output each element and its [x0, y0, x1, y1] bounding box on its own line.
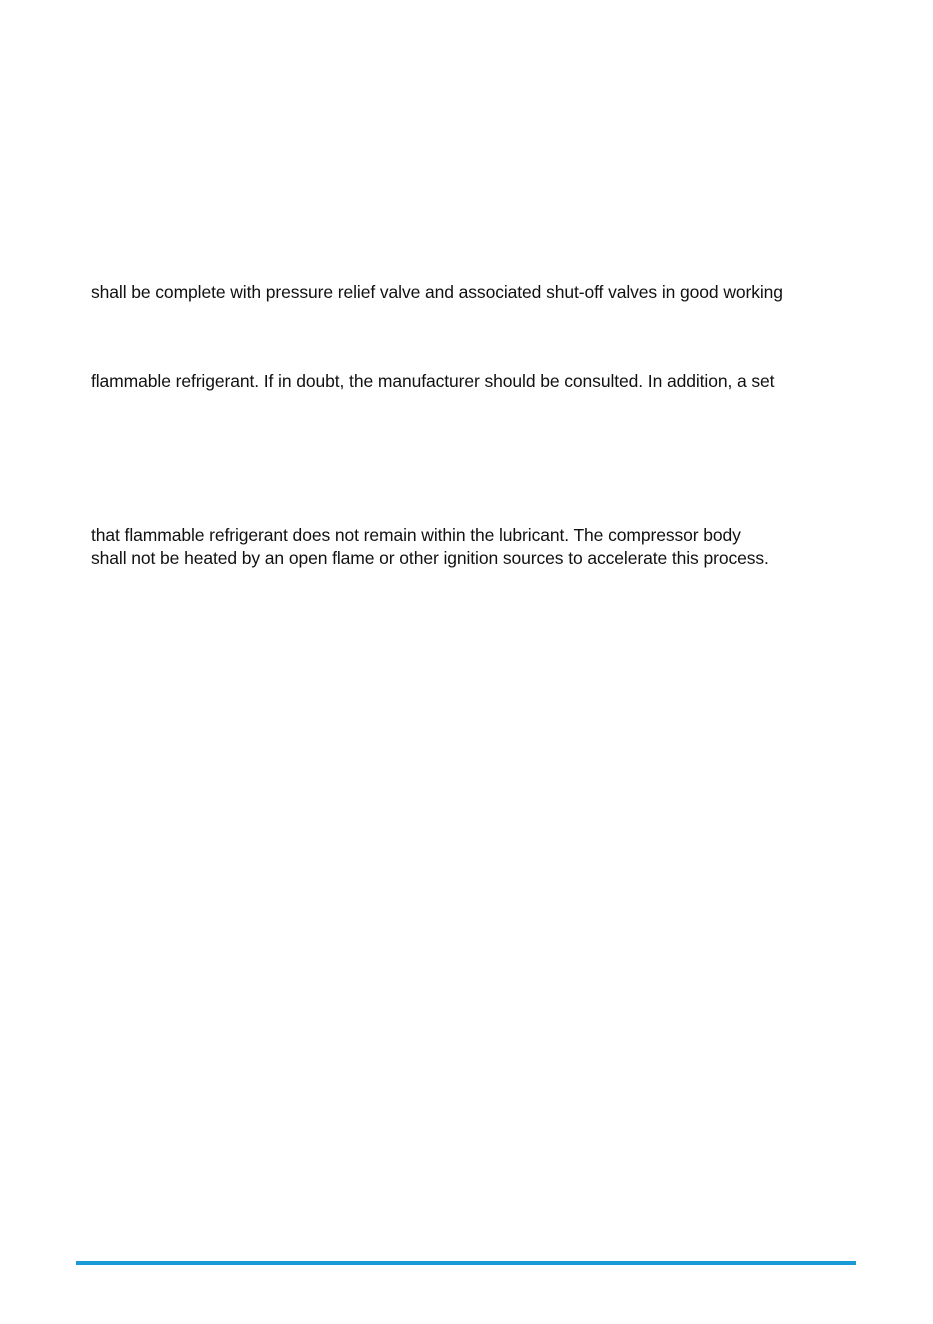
- text-line-3: that flammable refrigerant does not remain within the lubricant. The compressor body: [91, 525, 741, 545]
- footer-rule: [76, 1261, 856, 1265]
- text-line-2: flammable refrigerant. If in doubt, the manufacturer should be consulted. In addition, a set: [91, 371, 775, 391]
- text-line-4: shall not be heated by an open flame or other ignition sources to accelerate this process.: [91, 548, 769, 568]
- text-line-1: shall be complete with pressure relief valve and associated shut-off valves in good working: [91, 282, 783, 302]
